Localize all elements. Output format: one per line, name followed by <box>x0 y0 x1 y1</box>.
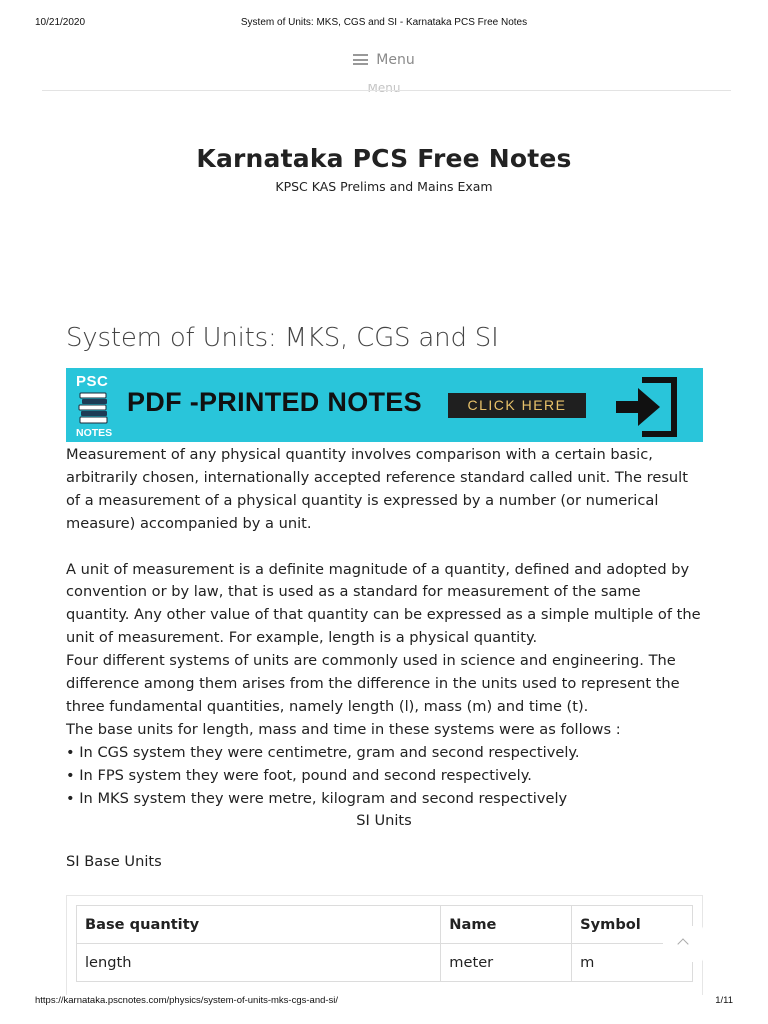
header-base-quantity: Base quantity <box>77 906 441 944</box>
table-row <box>77 944 693 982</box>
bullet-cgs: • In CGS system they were centimetre, gram and second respectively. <box>66 743 580 761</box>
login-arrow-icon <box>614 376 680 438</box>
chevron-up-icon <box>677 938 688 949</box>
si-table-container <box>66 895 703 995</box>
menu-ghost-label: Menu <box>367 84 401 93</box>
table-header-row <box>77 906 693 944</box>
print-page-number: 1/11 <box>715 995 733 1006</box>
print-date: 10/21/2020 <box>35 17 86 28</box>
print-doc-title: System of Units: MKS, CGS and SI - Karnataka PCS Free Notes <box>240 17 528 28</box>
si-units-heading: SI Units <box>356 812 412 830</box>
header-name: Name <box>441 906 572 944</box>
click-here-button[interactable]: CLICK HERE <box>448 393 586 418</box>
banner-logo-top: PSC <box>76 373 109 390</box>
banner-headline: PDF -PRINTED NOTES <box>127 387 422 417</box>
print-footer <box>35 995 733 1009</box>
hamburger-icon <box>353 54 368 65</box>
bullet-mks: • In MKS system they were metre, kilogram and second respectively <box>66 789 568 807</box>
si-base-units-table <box>76 905 693 982</box>
header-divider <box>42 90 731 91</box>
menu-toggle[interactable] <box>0 52 768 68</box>
base-units-intro: The base units for length, mass and time in these systems were as follows : <box>66 720 621 738</box>
print-header <box>35 17 733 31</box>
intro-paragraph: Measurement of any physical quantity involves comparison with a certain basic, arbitrarily chosen, internationally accepted reference standard called unit. The result of a measurement of a physical quantity is expressed by a number (or numerical measure) accompanied by a unit. <box>66 446 688 532</box>
unit-systems-paragraph: Four different systems of units are commonly used in science and engineering. The difference among them arises from the difference in the units used to represent the three fundamental quantities, namely length (l), mass (m) and time (t). <box>66 652 680 715</box>
cell-name: meter <box>441 944 572 982</box>
books-icon <box>78 391 110 425</box>
header-symbol: Symbol <box>572 906 693 944</box>
unit-definition-paragraph: A unit of measurement is a definite magnitude of a quantity, defined and adopted by convention or by law, that is used as a standard for measurement of the same quantity. Any other value of that quantity can be expressed as a simple multiple of the unit of measurement. For example, length is a physical quantity. <box>66 560 701 647</box>
page-title: System of Units: MKS, CGS and SI <box>66 323 499 353</box>
site-title[interactable]: Karnataka PCS Free Notes <box>196 144 572 173</box>
scroll-to-top-button[interactable] <box>663 926 703 962</box>
menu-label: Menu <box>376 52 415 68</box>
paragraph-spacer <box>66 536 706 559</box>
cell-base-quantity: length <box>77 944 441 982</box>
bullet-fps: • In FPS system they were foot, pound and second respectively. <box>66 766 532 784</box>
banner-logo-bottom: NOTES <box>76 427 113 439</box>
print-url: https://karnataka.pscnotes.com/physics/system-of-units-mks-cgs-and-si/ <box>35 995 339 1006</box>
article-body <box>66 444 706 874</box>
pdf-notes-banner[interactable] <box>66 368 703 442</box>
cell-symbol: m <box>572 944 693 982</box>
site-tagline: KPSC KAS Prelims and Mains Exam <box>275 179 493 194</box>
si-base-units-heading: SI Base Units <box>66 853 162 871</box>
